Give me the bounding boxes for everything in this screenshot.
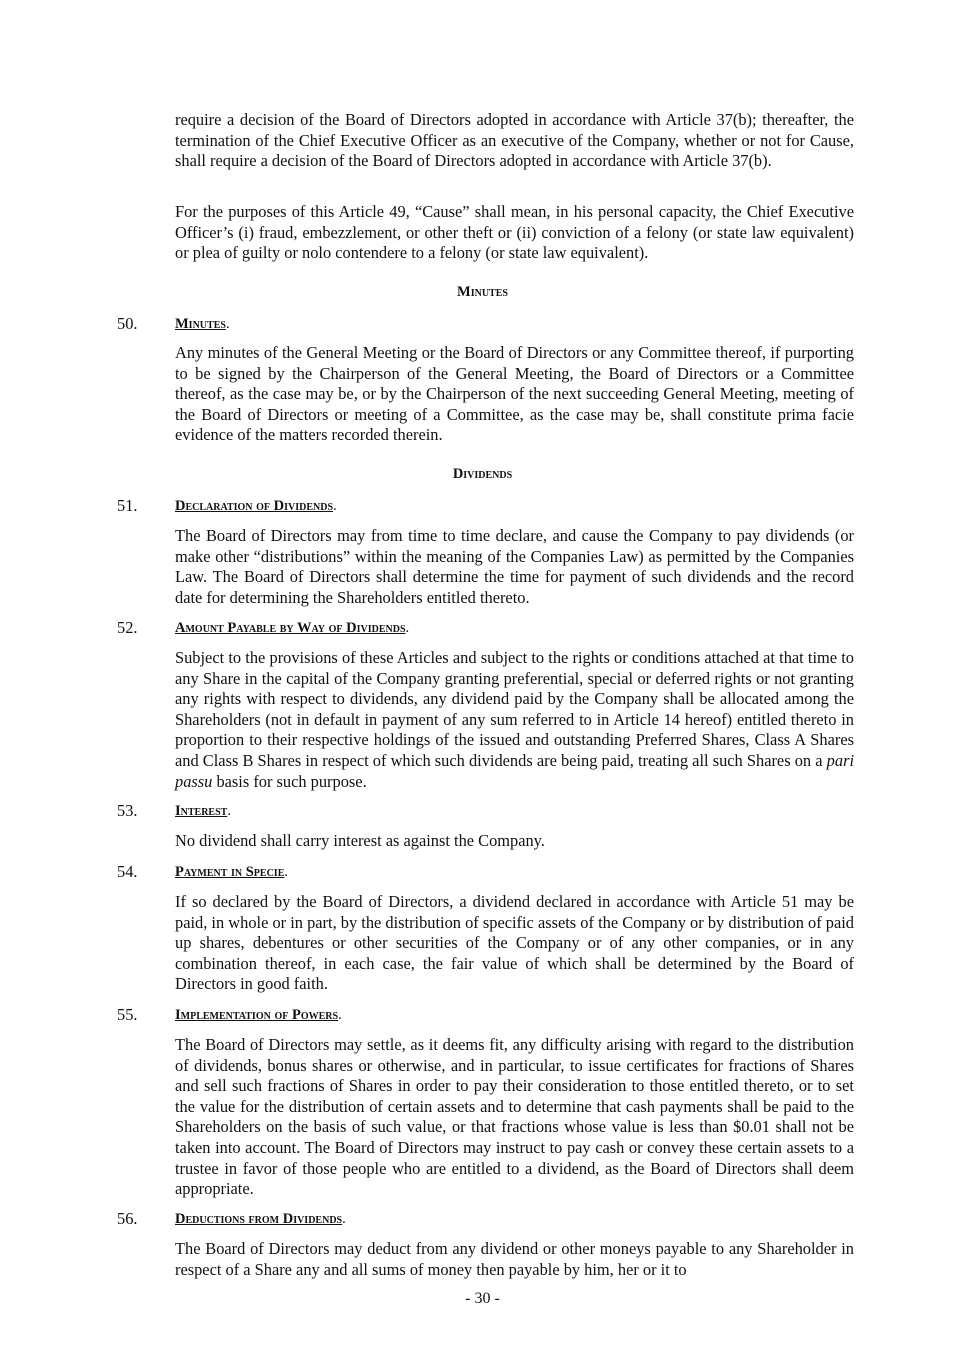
section-title-interest: Interest. [175,803,231,819]
section-title-payment-in-specie: Payment in Specie. [175,864,288,880]
paragraph-continuation: require a decision of the Board of Directors adopted in accordance with Article 37(b); thereafter, the termination of the Chief Executive Officer as an executive of the Company, whether or not for Cause, shall require a decision of the Board of Directors adopted in accordance with Article 37(b). [175,110,854,171]
section-body-implementation-of-powers: The Board of Directors may settle, as it deems fit, any difficulty arising with regard to the distribution of dividends, bonus shares or otherwise, and in particular, to issue certificates for fractions of Shares and sell such fractions of Shares in order to pay their consideration to those entitled thereto, or to set the value for the distribution of certain assets and to determine that cash payments shall be paid to the Shareholders on the basis of such value, or that fractions whose value is less than $0.01 shall not be taken into account. The Board of Directors may instruct to pay cash or convey these certain assets to a trustee in favor of those people who are entitled to a dividend, as the Board of Directors shall deem appropriate. [175,1035,854,1199]
section-number: 53. [117,801,138,820]
section-title-deductions-from-dividends: Deductions from Dividends. [175,1211,346,1227]
section-body-minutes: Any minutes of the General Meeting or the Board of Directors or any Committee thereof, if purporting to be signed by the Chairperson of the General Meeting, the Board of Directors or a Committee thereof, as the case may be, or by the Chairperson of the next succeeding General Meeting, meeting of the Board of Directors or meeting of a Committee, as the case may be, shall constitute prima facie evidence of the matters recorded therein. [175,343,854,445]
section-number: 54. [117,862,138,881]
page-number: - 30 - [465,1290,500,1307]
section-number: 52. [117,618,138,637]
section-title-amount-payable: Amount Payable by Way of Dividends. [175,620,410,636]
section-body-declaration-of-dividends: The Board of Directors may from time to time declare, and cause the Company to pay dividends (or make other “distributions” within the meaning of the Companies Law) as permitted by the Companies Law. The Board of Directors shall determine the time for payment of such dividends and the record date for determining the Shareholders entitled thereto. [175,526,854,607]
section-number: 56. [117,1209,138,1228]
section-body-interest: No dividend shall carry interest as against the Company. [175,831,545,850]
section-number: 55. [117,1005,138,1024]
section-body-payment-in-specie: If so declared by the Board of Directors, a dividend declared in accordance with Article 51 may be paid, in whole or in part, by the distribution of specific assets of the Company or by distribution of paid up shares, debentures or other securities of the Company or of any other companies, or in any combination thereof, in each case, the fair value of which shall be determined by the Board of Directors in good faith. [175,892,854,994]
section-title-declaration-of-dividends: Declaration of Dividends. [175,498,337,514]
heading-minutes: Minutes [457,284,508,300]
paragraph-cause-definition: For the purposes of this Article 49, “Cause” shall mean, in his personal capacity, the Chief Executive Officer’s (i) fraud, embezzlement, or other theft or (ii) conviction of a felony (or state law equivalent) or plea of guilty or nolo contendere to a felony (or state law equivalent). [175,202,854,263]
section-body-amount-payable: Subject to the provisions of these Articles and subject to the rights or conditions attached at that time to any Share in the capital of the Company granting preferential, special or deferred rights or not granting any rights with respect to dividends, any dividend paid by the Company shall be allocated among the Shareholders (not in default in payment of any sum referred to in Article 14 hereof) entitled thereto in proportion to their respective holdings of the issued and outstanding Preferred Shares, Class A Shares and Class B Shares in respect of which such dividends are being paid, treating all such Shares on a pari passu basis for such purpose. [175,648,854,791]
section-body-deductions-from-dividends: The Board of Directors may deduct from any dividend or other moneys payable to any Shareholder in respect of a Share any and all sums of money then payable by him, her or it to [175,1239,854,1279]
section-number: 51. [117,496,138,515]
section-number: 50. [117,314,138,333]
heading-dividends: Dividends [452,466,513,482]
section-title-minutes: Minutes. [175,316,230,332]
section-title-implementation-of-powers: Implementation of Powers. [175,1007,342,1023]
